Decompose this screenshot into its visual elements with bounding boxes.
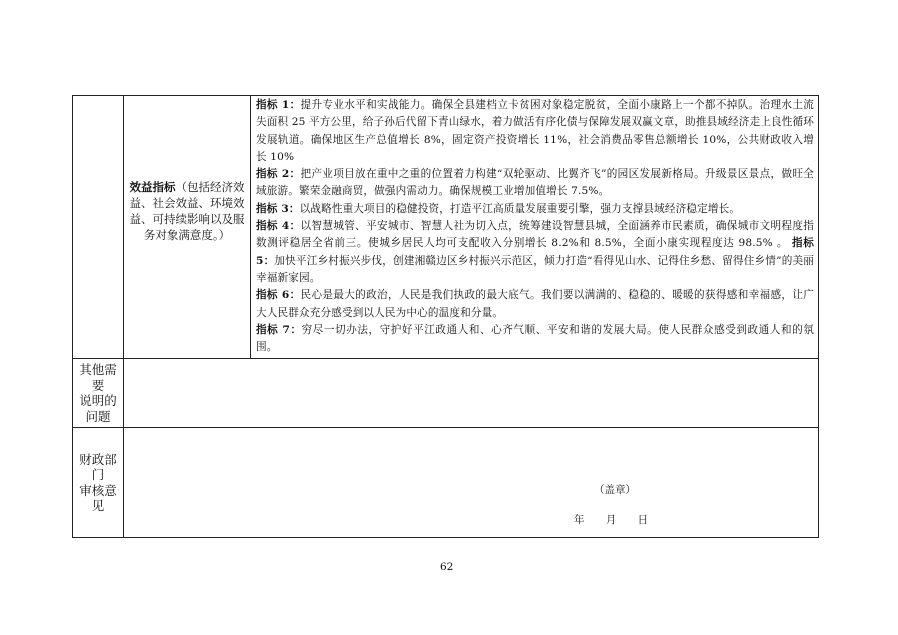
indicator-5-text: 加快平江乡村振兴步伐，创建湘赣边区乡村振兴示范区，倾力打造“看得见山水、记得住乡愁、留得住乡情”的美丽幸福新家园。 — [256, 254, 815, 284]
empty-category-cell — [73, 96, 124, 359]
finance-audit-content[interactable] — [124, 428, 819, 538]
page-number: 62 — [440, 561, 454, 573]
indicator-6: 指标 6：民心是最大的政治，人民是我们执政的最大底气。我们要以满满的、稳稳的、暖暖的获得感和幸福感，让广大人民群众充分感受到以人民为中心的温度和分量。 — [256, 289, 815, 319]
other-notes-label: 其他需 要 说明的 问题 — [73, 359, 124, 428]
benefit-indicator-content — [251, 96, 819, 359]
benefit-label-rest: （包括经济效益、社会效益、环境效益、可持续影响以及服务对象满意度。） — [129, 180, 245, 242]
benefit-indicator-label — [124, 96, 251, 359]
finance-audit-label: 财政部 门 审核意 见 — [73, 428, 124, 538]
benefit-indicator-row — [73, 96, 819, 359]
indicator-2: 指标 2：把产业项目放在重中之重的位置着力构建“双轮驱动、比翼齐飞”的园区发展新格局。升级景区景点，做旺全域旅游。繁荣金融商贸，做强内需动力。确保规模工业增加值增长 7.5%。 — [256, 168, 814, 198]
indicator-3: 指标 3：以战略性重大项目的稳健投资，打造平江高质量发展重要引擎，强力支撑县域经济稳定增长。 — [256, 202, 741, 215]
finance-audit-row — [73, 428, 819, 538]
other-notes-row — [73, 359, 819, 428]
date-line: 年 月 日 — [574, 514, 649, 527]
benefit-label-bold: 效益指标 — [129, 180, 176, 194]
seal-text: （盖章） — [594, 484, 636, 497]
indicator-7: 指标 7：穷尽一切办法，守护好平江政通人和、心齐气顺、平安和谐的发展大局。使人民群众感受到政通人和的氛围。 — [256, 323, 814, 354]
performance-form-table — [72, 95, 819, 538]
indicator-1: 指标 1：提升专业水平和实战能力。确保全县建档立卡贫困对象稳定脱贫，全面小康路上一个都不掉队。治理水土流失面积 25 平方公里，给子孙后代留下青山绿水，着力做活有序化债与保障发展双赢文章，助推县域经济走上良性循环发展轨道。确保地区生产总值增长 8%，固定资产投资增长 11%，社会消费品零售总额增长 10%，公共财政收入增长 10% — [256, 99, 815, 163]
indicator-5-title: 指标 5： — [256, 237, 814, 267]
other-notes-content[interactable] — [124, 359, 819, 428]
indicator-4: 指标 4：以智慧城管、平安城市、智慧人社为切入点，统筹建设智慧县城，全面涵养市民素质，确保城市文明程度指数测评稳居全省前三。使城乡居民人均可支配收入分别增长 8.2%和 8.5%，全面小康实现程度达 98.5% 。 指标 5：加快平江乡村振兴步伐，创建湘赣边区乡村振兴示范区，倾力打造“看得见山水、记得住乡愁、留得住乡情”的美丽幸福新家园。 — [256, 220, 815, 284]
